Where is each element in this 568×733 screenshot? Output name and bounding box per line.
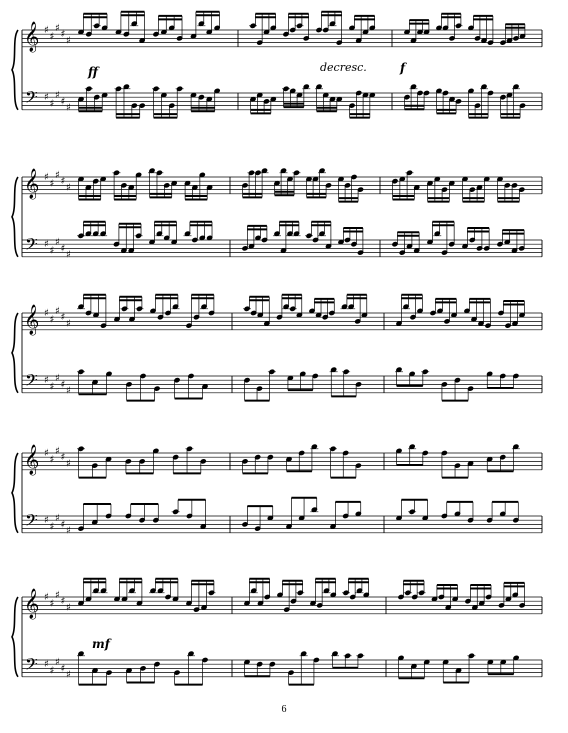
brace [12,453,18,533]
sharp-icon: ♯ [44,515,49,527]
sharp-icon: ♯ [49,521,55,533]
sharp-icon: ♯ [60,452,66,464]
sharp-icon: ♯ [60,243,66,255]
dynamic-marking-2: decresc. [320,61,367,74]
sharp-icon: ♯ [55,237,60,249]
sharp-icon: ♯ [49,98,55,110]
sharp-icon: ♯ [66,182,71,194]
sharp-icon: ♯ [66,525,71,537]
dynamic-marking-3: f [400,61,406,75]
sharp-icon: ♯ [66,385,71,397]
sharp-icon: ♯ [49,314,55,326]
sharp-icon: ♯ [44,308,49,319]
sharp-icon: ♯ [44,239,49,251]
sharp-icon: ♯ [60,96,66,108]
sharp-icon: ♯ [49,381,55,393]
bass-clef-icon: 𝄢 [25,87,38,111]
sharp-icon: ♯ [55,305,60,317]
sharp-icon: ♯ [49,245,55,257]
sharp-icon: ♯ [66,458,71,470]
brace [12,313,18,393]
sharp-icon: ♯ [60,29,66,41]
bass-clef-icon: 𝄢 [25,510,38,534]
system-2 [12,168,542,261]
sharp-icon: ♯ [44,448,49,459]
sharp-icon: ♯ [44,375,49,387]
sharp-icon: ♯ [66,602,71,614]
treble-clef-icon: 𝄞 [24,169,40,199]
sharp-icon: ♯ [49,454,55,466]
system-5 [12,579,542,685]
sharp-icon: ♯ [66,249,71,261]
sharp-icon: ♯ [55,90,60,102]
sharp-icon: ♯ [60,312,66,324]
sharp-icon: ♯ [44,92,49,104]
dynamic-marking-4: mf [92,637,110,651]
sharp-icon: ♯ [55,445,60,457]
sharp-icon: ♯ [60,379,66,391]
brace [12,597,18,677]
sharp-icon: ♯ [66,102,71,114]
sharp-icon: ♯ [55,513,60,525]
page-number: 6 [281,704,287,715]
treble-clef-icon: 𝄞 [24,589,40,619]
bass-clef-icon: 𝄢 [25,370,38,394]
sharp-icon: ♯ [66,669,71,681]
sharp-icon: ♯ [55,657,60,669]
sharp-icon: ♯ [44,592,49,603]
sharp-icon: ♯ [55,373,60,385]
system-3 [12,295,542,401]
sharp-icon: ♯ [60,663,66,675]
treble-clef-icon: 𝄞 [24,305,40,335]
sharp-icon: ♯ [49,31,55,43]
sharp-icon: ♯ [55,22,60,34]
sharp-icon: ♯ [49,598,55,610]
bass-clef-icon: 𝄢 [25,234,38,258]
system-4 [12,444,542,537]
bass-clef-icon: 𝄢 [25,654,38,678]
sharp-icon: ♯ [49,178,55,190]
sharp-icon: ♯ [60,519,66,531]
sharp-icon: ♯ [60,176,66,188]
sharp-icon: ♯ [44,25,49,36]
treble-clef-icon: 𝄞 [24,22,40,52]
treble-clef-icon: 𝄞 [24,445,40,475]
dynamic-marking-1: ff [88,65,98,79]
sharp-icon: ♯ [44,172,49,183]
sharp-icon: ♯ [60,596,66,608]
sharp-icon: ♯ [66,35,71,47]
sharp-icon: ♯ [49,665,55,677]
brace [12,177,18,257]
sharp-icon: ♯ [44,659,49,671]
sharp-icon: ♯ [55,589,60,601]
sharp-icon: ♯ [66,318,71,330]
sharp-icon: ♯ [55,169,60,181]
brace [12,30,18,110]
